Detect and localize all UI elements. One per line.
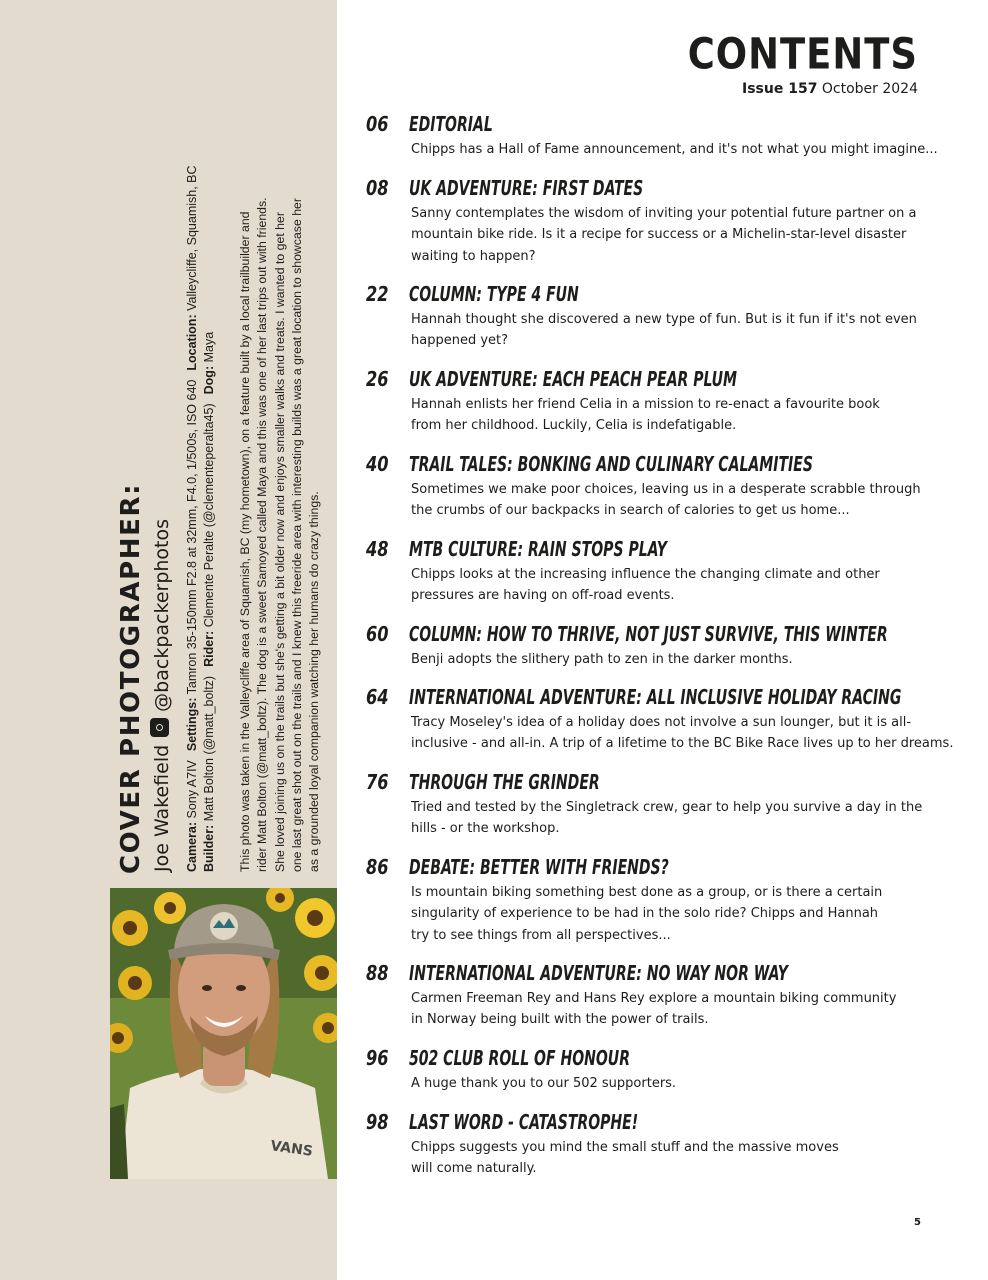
toc-title: 502 CLUB ROLL OF HONOUR <box>409 1046 631 1070</box>
toc-title: THROUGH THE GRINDER <box>409 770 600 794</box>
page-title: CONTENTS <box>687 28 918 80</box>
toc-description: Hannah enlists her friend Celia in a mission to re-enact a favourite book from her childhood. Luckily, Celia is indefatigable. <box>411 397 880 434</box>
page-number: 5 <box>914 1217 921 1228</box>
toc-description: Chipps suggests you mind the small stuff and the massive moves will come naturally. <box>411 1140 839 1177</box>
issue-line <box>742 81 918 97</box>
toc-description: Tracy Moseley's idea of a holiday does not involve a sun lounger, but it is all- inclusive - and all-in. A trip of a lifetime to the BC Bike Race lives up to her dreams. <box>411 715 954 752</box>
portrait-illustration <box>110 888 337 1179</box>
photographer-portrait <box>110 888 337 1179</box>
instagram-icon <box>150 718 169 737</box>
toc-title: LAST WORD - CATASTROPHE! <box>409 1110 639 1134</box>
toc-page-number: 96 <box>366 1046 389 1070</box>
toc-page-number: 26 <box>366 367 389 391</box>
specs-line-2: Builder: Matt Bolton (@matt_boltz)Rider: Clemente Peralte (@clementeperalta45)Dog: Maya <box>202 331 216 872</box>
toc-title: UK ADVENTURE: EACH PEACH PEAR PLUM <box>409 367 737 391</box>
toc-description: A huge thank you to our 502 supporters. <box>411 1076 677 1091</box>
toc-title: COLUMN: HOW TO THRIVE, NOT JUST SURVIVE, THIS WINTER <box>409 622 888 646</box>
toc-description: Hannah thought she discovered a new type of fun. But is it fun if it's not even happened yet? <box>411 312 917 349</box>
toc-title: MTB CULTURE: RAIN STOPS PLAY <box>409 537 667 561</box>
toc-description: Is mountain biking something best done as a group, or is there a certain singularity of experience to be had in the solo ride? Chipps and Hannah try to see things from all perspectives... <box>411 885 883 943</box>
toc-title: TRAIL TALES: BONKING AND CULINARY CALAMITIES <box>409 452 813 476</box>
specs-line-1: Camera: Sony A7IVSettings: Tamron 35-150mm F2.8 at 32mm, F4.0, 1/500s, ISO 640Location: Valleycliffe, Squamish, BC <box>185 165 199 872</box>
toc-description: Chipps looks at the increasing influence the changing climate and other pressures are having on off-road events. <box>411 567 880 604</box>
toc-title: EDITORIAL <box>409 112 493 136</box>
cover-heading: COVER PHOTOGRAPHER: <box>116 482 146 874</box>
toc-page-number: 88 <box>366 961 389 985</box>
toc-page-number: 76 <box>366 770 389 794</box>
photographer-handle: @backpackerphotos <box>151 518 173 712</box>
camera-specs <box>184 92 218 872</box>
cover-credits <box>110 94 340 874</box>
toc-title: DEBATE: BETTER WITH FRIENDS? <box>409 855 669 879</box>
toc-page-number: 40 <box>366 452 389 476</box>
toc-page-number: 48 <box>366 537 389 561</box>
toc-title: INTERNATIONAL ADVENTURE: ALL INCLUSIVE HOLIDAY RACING <box>409 685 902 709</box>
photographer-line <box>150 519 173 872</box>
toc-description: Sometimes we make poor choices, leaving us in a desperate scrabble through the crumbs of our backpacks in search of calories to get us home... <box>411 482 921 519</box>
toc-description: Carmen Freeman Rey and Hans Rey explore a mountain biking community in Norway being built with the power of trails. <box>411 991 897 1028</box>
toc-page-number: 60 <box>366 622 389 646</box>
toc-page-number: 06 <box>366 112 389 136</box>
toc-page-number: 08 <box>366 176 389 200</box>
toc-description: Chipps has a Hall of Fame announcement, and it's not what you might imagine... <box>411 142 938 157</box>
toc-description: Tried and tested by the Singletrack crew, gear to help you survive a day in the hills - or the workshop. <box>411 800 923 837</box>
svg-text:VANS: VANS <box>269 1138 314 1160</box>
toc-page-number: 22 <box>366 282 389 306</box>
toc-title: UK ADVENTURE: FIRST DATES <box>409 176 644 200</box>
toc-description: Benji adopts the slithery path to zen in the darker months. <box>411 652 793 667</box>
toc-page-number: 98 <box>366 1110 389 1134</box>
issue-number: Issue 157 <box>742 81 818 97</box>
cover-description: This photo was taken in the Valleycliffe area of Squamish, BC (my hometown), on a feature built by a local trailbuilder and rider Matt Bolton (@matt_boltz). The dog is a sweet Samoyed called Maya and this was one of her last trips out with friends. She loved joining us on the trails but she's getting a bit older now and enjoys smaller walks and treats. I wanted to get her one last great shot out on the trails and I knew this freeride area with interesting builds was a great location to showcase her as a grounded loyal companion watching her humans do crazy things. <box>238 197 322 872</box>
issue-date: October 2024 <box>821 81 918 97</box>
cover-sidebar <box>0 0 337 1280</box>
toc-page-number: 64 <box>366 685 389 709</box>
toc-page-number: 86 <box>366 855 389 879</box>
toc-title: COLUMN: TYPE 4 FUN <box>409 282 579 306</box>
toc-description: Sanny contemplates the wisdom of inviting your potential future partner on a mountain bike ride. Is it a recipe for success or a Michelin-star-level disaster waiting to happen? <box>411 206 917 264</box>
photographer-name: Joe Wakefield <box>151 744 173 872</box>
toc-title: INTERNATIONAL ADVENTURE: NO WAY NOR WAY <box>409 961 788 985</box>
